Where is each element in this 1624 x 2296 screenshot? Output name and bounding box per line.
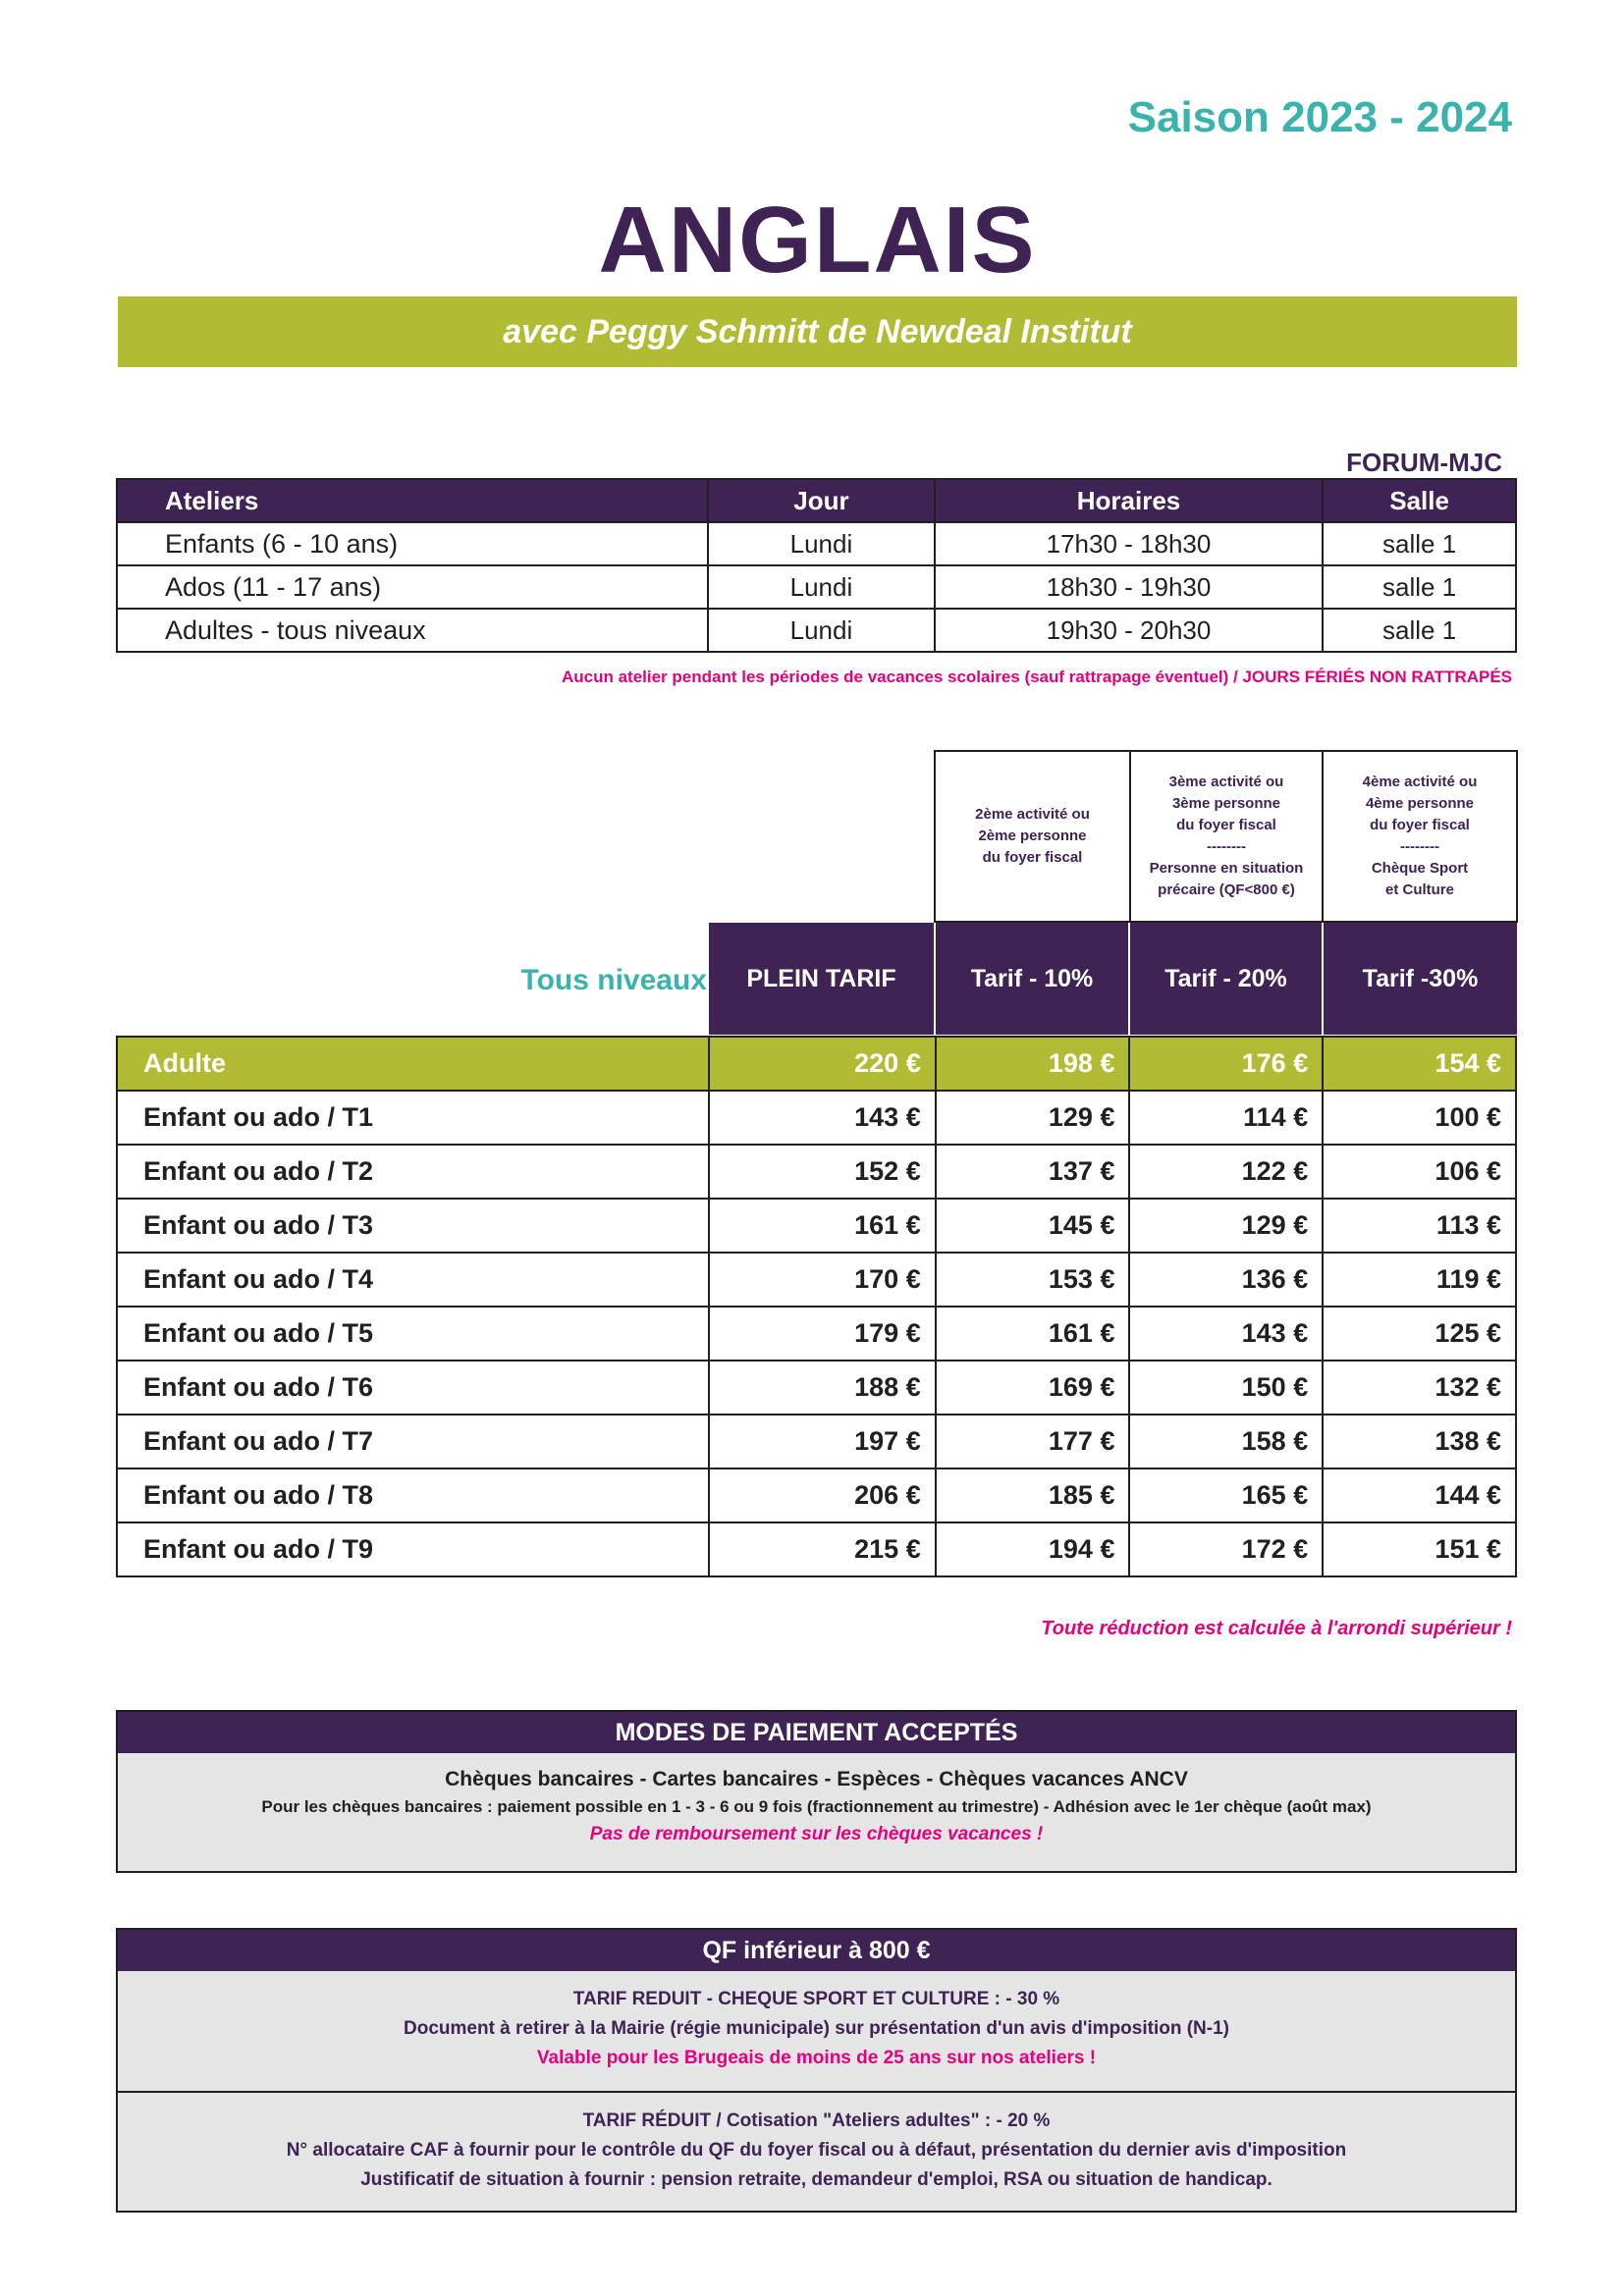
price-cell: 106 € (1323, 1145, 1516, 1199)
schedule-row (117, 609, 1516, 652)
atelier-cell: Enfants (6 - 10 ans) (117, 522, 708, 565)
subtitle-text: avec Peggy Schmitt de Newdeal Institut (503, 312, 1132, 350)
column-header-plein-tarif: PLEIN TARIF (709, 923, 936, 1035)
column-header-salle: Salle (1323, 479, 1516, 522)
price-cell: 136 € (1129, 1253, 1323, 1307)
price-row (117, 1199, 1516, 1253)
salle-cell: salle 1 (1323, 565, 1516, 609)
price-cell: 125 € (1323, 1307, 1516, 1361)
schedule-row (117, 522, 1516, 565)
salle-cell: salle 1 (1323, 609, 1516, 652)
column-header-tarif-10: Tarif - 10% (936, 923, 1130, 1035)
subheader-line: -------- (1400, 838, 1439, 855)
price-cell: 197 € (709, 1415, 936, 1468)
price-cell: 161 € (936, 1307, 1130, 1361)
payment-installments: Pour les chèques bancaires : paiement possible en 1 - 3 - 6 ou 9 fois (fractionnement au trimestre) - Adhésion avec le 1er chèque (août max) (261, 1797, 1372, 1816)
price-row-label: Enfant ou ado / T2 (117, 1145, 709, 1199)
price-cell: 158 € (1129, 1415, 1323, 1468)
price-row-label: Enfant ou ado / T6 (117, 1361, 709, 1415)
price-row (117, 1415, 1516, 1468)
level-label: Tous niveaux (520, 964, 707, 996)
subheader-line: -------- (1207, 838, 1246, 855)
price-cell: 113 € (1323, 1199, 1516, 1253)
price-cell: 114 € (1129, 1091, 1323, 1145)
price-row-label: Enfant ou ado / T3 (117, 1199, 709, 1253)
subheader-line: 2ème activité ou (975, 806, 1090, 823)
jour-cell: Lundi (708, 609, 935, 652)
price-row-label: Enfant ou ado / T4 (117, 1253, 709, 1307)
qf-box (116, 1928, 1517, 2213)
price-cell: 165 € (1129, 1468, 1323, 1522)
subheader-line: 4ème personne (1365, 795, 1475, 812)
schedule-table (116, 478, 1517, 653)
subheader-line: précaire (QF<800 €) (1158, 881, 1295, 898)
price-cell: 215 € (709, 1522, 936, 1576)
rounding-note: Toute réduction est calculée à l'arrondi supérieur ! (1041, 1618, 1512, 1639)
price-row (117, 1361, 1516, 1415)
price-row-adult (117, 1037, 1516, 1091)
price-cell: 143 € (709, 1091, 936, 1145)
subheader-line: et Culture (1384, 881, 1454, 898)
atelier-cell: Ados (11 - 17 ans) (117, 565, 708, 609)
qf-sec1-line2: Valable pour les Brugeais de moins de 25 ans sur nos ateliers ! (536, 2048, 1097, 2068)
price-cell: 145 € (936, 1199, 1130, 1253)
subheader-line: du foyer fiscal (982, 849, 1083, 866)
column-header-ateliers: Ateliers (117, 479, 708, 522)
page-title: ANGLAIS (598, 187, 1037, 293)
price-cell: 176 € (1129, 1037, 1323, 1091)
qf-section-sport-culture (118, 1971, 1515, 2093)
price-cell: 177 € (936, 1415, 1130, 1468)
subheader-line: du foyer fiscal (1370, 817, 1470, 833)
price-cell: 150 € (1129, 1361, 1323, 1415)
price-cell: 144 € (1323, 1468, 1516, 1522)
price-cell: 153 € (936, 1253, 1130, 1307)
qf-sec2-line2: Justificatif de situation à fournir : pension retraite, demandeur d'emploi, RSA ou situation de handicap. (360, 2169, 1272, 2190)
price-cell: 172 € (1129, 1522, 1323, 1576)
qf-sec1-line1: Document à retirer à la Mairie (régie municipale) sur présentation d'un avis d'imposition (N-1) (404, 2018, 1229, 2039)
price-cell: 100 € (1323, 1091, 1516, 1145)
payment-warning: Pas de remboursement sur les chèques vacances ! (589, 1824, 1044, 1844)
jour-cell: Lundi (708, 522, 935, 565)
season-label: Saison 2023 - 2024 (1127, 93, 1512, 141)
price-cell: 169 € (936, 1361, 1130, 1415)
price-row-label: Adulte (117, 1037, 709, 1091)
price-cell: 161 € (709, 1199, 936, 1253)
subheader-30 (1322, 750, 1518, 923)
schedule-header-row (117, 479, 1516, 522)
subheader-line: 4ème activité ou (1362, 774, 1478, 790)
column-header-tarif-20: Tarif - 20% (1130, 923, 1324, 1035)
venue-label: FORUM-MJC (1346, 448, 1502, 477)
price-cell: 132 € (1323, 1361, 1516, 1415)
price-cell: 138 € (1323, 1415, 1516, 1468)
price-cell: 206 € (709, 1468, 936, 1522)
price-row-label: Enfant ou ado / T9 (117, 1522, 709, 1576)
price-cell: 152 € (709, 1145, 936, 1199)
qf-sec2-title: TARIF RÉDUIT / Cotisation "Ateliers adultes" : - 20 % (582, 2110, 1051, 2131)
subheader-line: du foyer fiscal (1176, 817, 1276, 833)
price-cell: 122 € (1129, 1145, 1323, 1199)
payment-title: MODES DE PAIEMENT ACCEPTÉS (118, 1712, 1515, 1753)
price-row-label: Enfant ou ado / T7 (117, 1415, 709, 1468)
subtitle-banner (118, 296, 1517, 367)
price-row (117, 1253, 1516, 1307)
subheader-line: 3ème activité ou (1168, 774, 1284, 790)
price-cell: 220 € (709, 1037, 936, 1091)
price-cell: 129 € (936, 1091, 1130, 1145)
schedule-row (117, 565, 1516, 609)
payment-box (116, 1710, 1517, 1873)
price-row (117, 1307, 1516, 1361)
price-row-label: Enfant ou ado / T1 (117, 1091, 709, 1145)
subheader-line: Chèque Sport (1371, 860, 1469, 877)
atelier-cell: Adultes - tous niveaux (117, 609, 708, 652)
price-cell: 119 € (1323, 1253, 1516, 1307)
price-cell: 194 € (936, 1522, 1130, 1576)
price-cell: 198 € (936, 1037, 1130, 1091)
price-row (117, 1468, 1516, 1522)
price-row-label: Enfant ou ado / T5 (117, 1307, 709, 1361)
qf-sec1-title: TARIF REDUIT - CHEQUE SPORT ET CULTURE : - 30 % (572, 1989, 1060, 2009)
horaires-cell: 18h30 - 19h30 (935, 565, 1323, 609)
price-table (116, 1036, 1517, 1577)
price-row-label: Enfant ou ado / T8 (117, 1468, 709, 1522)
price-row (117, 1091, 1516, 1145)
column-header-tarif-30: Tarif -30% (1324, 923, 1517, 1035)
price-cell: 151 € (1323, 1522, 1516, 1576)
payment-body (118, 1753, 1515, 1871)
subheader-10 (934, 750, 1131, 923)
price-cell: 188 € (709, 1361, 936, 1415)
column-header-horaires: Horaires (935, 479, 1323, 522)
price-cell: 154 € (1323, 1037, 1516, 1091)
jour-cell: Lundi (708, 565, 935, 609)
price-cell: 143 € (1129, 1307, 1323, 1361)
qf-title: QF inférieur à 800 € (118, 1930, 1515, 1971)
price-cell: 170 € (709, 1253, 936, 1307)
price-cell: 137 € (936, 1145, 1130, 1199)
price-row (117, 1522, 1516, 1576)
salle-cell: salle 1 (1323, 522, 1516, 565)
qf-sec2-line1: N° allocataire CAF à fournir pour le contrôle du QF du foyer fiscal ou à défaut, présentation du dernier avis d'imposition (286, 2140, 1347, 2161)
holiday-notice: Aucun atelier pendant les périodes de vacances scolaires (sauf rattrapage éventuel) / JOURS FÉRIÉS NON RATTRAPÉS (561, 667, 1512, 686)
subheader-line: Personne en situation (1149, 860, 1304, 877)
price-cell: 179 € (709, 1307, 936, 1361)
subheader-line: 2ème personne (978, 828, 1087, 844)
qf-section-adultes (118, 2093, 1515, 2211)
horaires-cell: 19h30 - 20h30 (935, 609, 1323, 652)
subheader-line: 3ème personne (1171, 795, 1281, 812)
column-header-jour: Jour (708, 479, 935, 522)
price-cell: 129 € (1129, 1199, 1323, 1253)
horaires-cell: 17h30 - 18h30 (935, 522, 1323, 565)
payment-methods: Chèques bancaires - Cartes bancaires - Espèces - Chèques vacances ANCV (445, 1768, 1188, 1790)
price-row (117, 1145, 1516, 1199)
subheader-20 (1129, 750, 1324, 923)
price-cell: 185 € (936, 1468, 1130, 1522)
